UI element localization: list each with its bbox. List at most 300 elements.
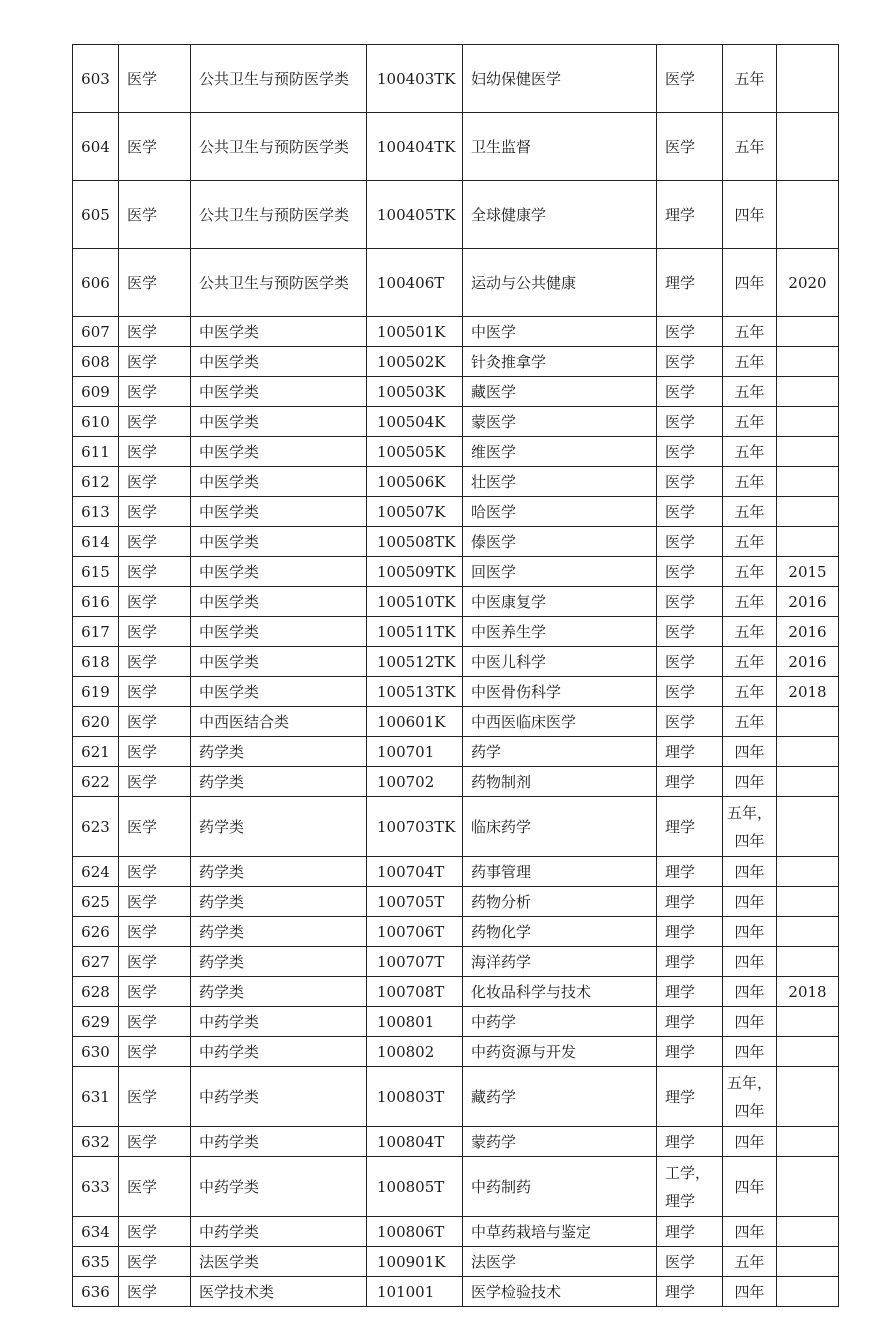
major-name-cell: 蒙药学	[463, 1127, 657, 1157]
major-code-cell: 100503K	[367, 377, 463, 407]
discipline-category-cell: 医学	[119, 857, 191, 887]
major-name-cell: 卫生监督	[463, 113, 657, 181]
added-year-cell	[777, 437, 839, 467]
added-year-cell	[777, 1067, 839, 1127]
major-code-cell: 100512TK	[367, 647, 463, 677]
row-number-cell: 629	[73, 1007, 119, 1037]
major-name-cell: 中药资源与开发	[463, 1037, 657, 1067]
study-years-cell: 五年	[723, 347, 777, 377]
major-code-cell: 100701	[367, 737, 463, 767]
row-number-cell: 620	[73, 707, 119, 737]
major-code-cell: 100706T	[367, 917, 463, 947]
added-year-cell: 2018	[777, 677, 839, 707]
row-number-cell: 610	[73, 407, 119, 437]
added-year-cell	[777, 45, 839, 113]
study-years-cell: 五年	[723, 647, 777, 677]
degree-type-cell: 医学	[657, 557, 723, 587]
degree-type-cell: 工学，理学	[657, 1157, 723, 1217]
discipline-category-cell: 医学	[119, 797, 191, 857]
added-year-cell	[777, 1247, 839, 1277]
added-year-cell	[777, 707, 839, 737]
discipline-category-cell: 医学	[119, 437, 191, 467]
row-number-cell: 619	[73, 677, 119, 707]
row-number-cell: 628	[73, 977, 119, 1007]
added-year-cell: 2020	[777, 249, 839, 317]
major-class-cell: 中医学类	[191, 317, 367, 347]
major-class-cell: 中医学类	[191, 617, 367, 647]
discipline-category-cell: 医学	[119, 617, 191, 647]
row-number-cell: 613	[73, 497, 119, 527]
major-name-cell: 运动与公共健康	[463, 249, 657, 317]
table-row	[73, 1127, 839, 1157]
major-name-cell: 中草药栽培与鉴定	[463, 1217, 657, 1247]
major-name-cell: 藏药学	[463, 1067, 657, 1127]
table-row	[73, 181, 839, 249]
degree-type-cell: 医学	[657, 497, 723, 527]
row-number-cell: 627	[73, 947, 119, 977]
major-code-cell: 100801	[367, 1007, 463, 1037]
major-name-cell: 化妆品科学与技术	[463, 977, 657, 1007]
table-row	[73, 1247, 839, 1277]
discipline-category-cell: 医学	[119, 947, 191, 977]
major-class-cell: 中医学类	[191, 587, 367, 617]
major-class-cell: 中药学类	[191, 1037, 367, 1067]
major-code-cell: 100508TK	[367, 527, 463, 557]
row-number-cell: 635	[73, 1247, 119, 1277]
row-number-cell: 608	[73, 347, 119, 377]
major-code-cell: 100707T	[367, 947, 463, 977]
major-class-cell: 药学类	[191, 737, 367, 767]
majors-table	[72, 44, 839, 1307]
major-code-cell: 100805T	[367, 1157, 463, 1217]
degree-type-cell: 医学	[657, 467, 723, 497]
major-name-cell: 壮医学	[463, 467, 657, 497]
table-row	[73, 977, 839, 1007]
table-row	[73, 557, 839, 587]
added-year-cell	[777, 377, 839, 407]
table-row	[73, 249, 839, 317]
degree-type-cell: 理学	[657, 1067, 723, 1127]
added-year-cell	[777, 887, 839, 917]
added-year-cell	[777, 1217, 839, 1247]
table-row	[73, 797, 839, 857]
degree-type-cell: 理学	[657, 181, 723, 249]
discipline-category-cell: 医学	[119, 347, 191, 377]
table-row	[73, 467, 839, 497]
study-years-cell: 五年，四年	[723, 1067, 777, 1127]
major-class-cell: 药学类	[191, 917, 367, 947]
degree-type-cell: 理学	[657, 767, 723, 797]
major-code-cell: 100705T	[367, 887, 463, 917]
study-years-cell: 五年	[723, 527, 777, 557]
discipline-category-cell: 医学	[119, 1067, 191, 1127]
major-class-cell: 药学类	[191, 767, 367, 797]
study-years-cell: 五年	[723, 587, 777, 617]
discipline-category-cell: 医学	[119, 737, 191, 767]
row-number-cell: 622	[73, 767, 119, 797]
table-row	[73, 767, 839, 797]
major-name-cell: 药物化学	[463, 917, 657, 947]
study-years-cell: 四年	[723, 887, 777, 917]
row-number-cell: 626	[73, 917, 119, 947]
major-class-cell: 中医学类	[191, 407, 367, 437]
major-class-cell: 公共卫生与预防医学类	[191, 249, 367, 317]
study-years-cell: 五年	[723, 113, 777, 181]
major-name-cell: 临床药学	[463, 797, 657, 857]
major-class-cell: 中药学类	[191, 1217, 367, 1247]
row-number-cell: 609	[73, 377, 119, 407]
major-class-cell: 中药学类	[191, 1067, 367, 1127]
row-number-cell: 607	[73, 317, 119, 347]
discipline-category-cell: 医学	[119, 677, 191, 707]
row-number-cell: 621	[73, 737, 119, 767]
major-class-cell: 医学技术类	[191, 1277, 367, 1307]
major-name-cell: 妇幼保健医学	[463, 45, 657, 113]
discipline-category-cell: 医学	[119, 767, 191, 797]
major-class-cell: 药学类	[191, 977, 367, 1007]
discipline-category-cell: 医学	[119, 407, 191, 437]
row-number-cell: 624	[73, 857, 119, 887]
study-years-cell: 四年	[723, 1157, 777, 1217]
degree-type-cell: 医学	[657, 617, 723, 647]
added-year-cell	[777, 1277, 839, 1307]
discipline-category-cell: 医学	[119, 557, 191, 587]
study-years-cell: 五年	[723, 497, 777, 527]
degree-type-cell: 医学	[657, 407, 723, 437]
discipline-category-cell: 医学	[119, 647, 191, 677]
degree-type-cell: 理学	[657, 857, 723, 887]
degree-type-cell: 医学	[657, 707, 723, 737]
major-class-cell: 中医学类	[191, 527, 367, 557]
discipline-category-cell: 医学	[119, 887, 191, 917]
degree-type-cell: 理学	[657, 1037, 723, 1067]
study-years-cell: 五年	[723, 437, 777, 467]
major-name-cell: 中医骨伤科学	[463, 677, 657, 707]
row-number-cell: 636	[73, 1277, 119, 1307]
major-name-cell: 中医学	[463, 317, 657, 347]
study-years-cell: 四年	[723, 857, 777, 887]
degree-type-cell: 理学	[657, 1277, 723, 1307]
added-year-cell: 2016	[777, 587, 839, 617]
degree-type-cell: 理学	[657, 977, 723, 1007]
study-years-cell: 五年	[723, 677, 777, 707]
major-code-cell: 100803T	[367, 1067, 463, 1127]
discipline-category-cell: 医学	[119, 497, 191, 527]
table-row	[73, 1157, 839, 1217]
row-number-cell: 625	[73, 887, 119, 917]
major-class-cell: 中药学类	[191, 1157, 367, 1217]
degree-type-cell: 医学	[657, 317, 723, 347]
discipline-category-cell: 医学	[119, 1247, 191, 1277]
major-class-cell: 中医学类	[191, 377, 367, 407]
added-year-cell	[777, 347, 839, 377]
major-code-cell: 100510TK	[367, 587, 463, 617]
study-years-cell: 五年，四年	[723, 797, 777, 857]
row-number-cell: 630	[73, 1037, 119, 1067]
row-number-cell: 615	[73, 557, 119, 587]
discipline-category-cell: 医学	[119, 1217, 191, 1247]
study-years-cell: 四年	[723, 1037, 777, 1067]
study-years-cell: 四年	[723, 947, 777, 977]
table-row	[73, 527, 839, 557]
major-class-cell: 中药学类	[191, 1007, 367, 1037]
study-years-cell: 五年	[723, 317, 777, 347]
major-code-cell: 100404TK	[367, 113, 463, 181]
added-year-cell	[777, 317, 839, 347]
degree-type-cell: 理学	[657, 887, 723, 917]
table-row	[73, 45, 839, 113]
row-number-cell: 605	[73, 181, 119, 249]
discipline-category-cell: 医学	[119, 1037, 191, 1067]
table-row	[73, 857, 839, 887]
major-code-cell: 100513TK	[367, 677, 463, 707]
major-name-cell: 藏医学	[463, 377, 657, 407]
study-years-cell: 四年	[723, 1217, 777, 1247]
row-number-cell: 603	[73, 45, 119, 113]
major-name-cell: 医学检验技术	[463, 1277, 657, 1307]
major-name-cell: 中药学	[463, 1007, 657, 1037]
major-class-cell: 药学类	[191, 797, 367, 857]
study-years-cell: 五年	[723, 45, 777, 113]
added-year-cell: 2016	[777, 647, 839, 677]
major-name-cell: 海洋药学	[463, 947, 657, 977]
table-row	[73, 917, 839, 947]
discipline-category-cell: 医学	[119, 181, 191, 249]
table-row	[73, 617, 839, 647]
major-name-cell: 法医学	[463, 1247, 657, 1277]
major-class-cell: 中医学类	[191, 437, 367, 467]
study-years-cell: 四年	[723, 1277, 777, 1307]
table-row	[73, 1217, 839, 1247]
added-year-cell: 2018	[777, 977, 839, 1007]
majors-table-body	[73, 45, 839, 1307]
row-number-cell: 632	[73, 1127, 119, 1157]
major-name-cell: 中医儿科学	[463, 647, 657, 677]
discipline-category-cell: 医学	[119, 317, 191, 347]
table-row	[73, 1037, 839, 1067]
added-year-cell	[777, 407, 839, 437]
table-row	[73, 497, 839, 527]
degree-type-cell: 医学	[657, 347, 723, 377]
degree-type-cell: 理学	[657, 249, 723, 317]
study-years-cell: 四年	[723, 181, 777, 249]
degree-type-cell: 医学	[657, 677, 723, 707]
table-row	[73, 707, 839, 737]
major-code-cell: 100509TK	[367, 557, 463, 587]
discipline-category-cell: 医学	[119, 1127, 191, 1157]
row-number-cell: 614	[73, 527, 119, 557]
major-code-cell: 100708T	[367, 977, 463, 1007]
major-code-cell: 100703TK	[367, 797, 463, 857]
major-name-cell: 药事管理	[463, 857, 657, 887]
major-code-cell: 100806T	[367, 1217, 463, 1247]
major-code-cell: 101001	[367, 1277, 463, 1307]
study-years-cell: 四年	[723, 737, 777, 767]
discipline-category-cell: 医学	[119, 527, 191, 557]
added-year-cell	[777, 917, 839, 947]
major-class-cell: 中医学类	[191, 467, 367, 497]
degree-type-cell: 医学	[657, 113, 723, 181]
major-class-cell: 中医学类	[191, 497, 367, 527]
row-number-cell: 604	[73, 113, 119, 181]
added-year-cell	[777, 947, 839, 977]
major-class-cell: 药学类	[191, 887, 367, 917]
degree-type-cell: 医学	[657, 647, 723, 677]
table-row	[73, 1067, 839, 1127]
major-code-cell: 100406T	[367, 249, 463, 317]
study-years-cell: 四年	[723, 249, 777, 317]
added-year-cell	[777, 181, 839, 249]
study-years-cell: 五年	[723, 407, 777, 437]
major-code-cell: 100802	[367, 1037, 463, 1067]
major-class-cell: 药学类	[191, 947, 367, 977]
major-code-cell: 100506K	[367, 467, 463, 497]
row-number-cell: 606	[73, 249, 119, 317]
added-year-cell: 2015	[777, 557, 839, 587]
major-class-cell: 公共卫生与预防医学类	[191, 113, 367, 181]
row-number-cell: 618	[73, 647, 119, 677]
added-year-cell	[777, 527, 839, 557]
study-years-cell: 四年	[723, 1127, 777, 1157]
study-years-cell: 五年	[723, 467, 777, 497]
major-code-cell: 100704T	[367, 857, 463, 887]
study-years-cell: 四年	[723, 917, 777, 947]
study-years-cell: 四年	[723, 767, 777, 797]
major-code-cell: 100505K	[367, 437, 463, 467]
major-class-cell: 法医学类	[191, 1247, 367, 1277]
major-name-cell: 针灸推拿学	[463, 347, 657, 377]
table-row	[73, 677, 839, 707]
major-class-cell: 药学类	[191, 857, 367, 887]
row-number-cell: 616	[73, 587, 119, 617]
major-name-cell: 维医学	[463, 437, 657, 467]
major-name-cell: 全球健康学	[463, 181, 657, 249]
major-name-cell: 傣医学	[463, 527, 657, 557]
degree-type-cell: 医学	[657, 527, 723, 557]
table-row	[73, 947, 839, 977]
added-year-cell	[777, 1157, 839, 1217]
major-code-cell: 100804T	[367, 1127, 463, 1157]
added-year-cell	[777, 767, 839, 797]
added-year-cell	[777, 797, 839, 857]
major-name-cell: 蒙医学	[463, 407, 657, 437]
degree-type-cell: 医学	[657, 437, 723, 467]
table-row	[73, 113, 839, 181]
major-code-cell: 100504K	[367, 407, 463, 437]
major-name-cell: 药物分析	[463, 887, 657, 917]
table-row	[73, 1277, 839, 1307]
study-years-cell: 四年	[723, 1007, 777, 1037]
major-name-cell: 中西医临床医学	[463, 707, 657, 737]
major-code-cell: 100507K	[367, 497, 463, 527]
table-row	[73, 407, 839, 437]
row-number-cell: 611	[73, 437, 119, 467]
degree-type-cell: 医学	[657, 377, 723, 407]
major-class-cell: 中药学类	[191, 1127, 367, 1157]
study-years-cell: 四年	[723, 977, 777, 1007]
added-year-cell	[777, 857, 839, 887]
discipline-category-cell: 医学	[119, 1007, 191, 1037]
discipline-category-cell: 医学	[119, 249, 191, 317]
degree-type-cell: 理学	[657, 917, 723, 947]
degree-type-cell: 理学	[657, 947, 723, 977]
discipline-category-cell: 医学	[119, 707, 191, 737]
major-name-cell: 药学	[463, 737, 657, 767]
major-class-cell: 中医学类	[191, 647, 367, 677]
discipline-category-cell: 医学	[119, 977, 191, 1007]
discipline-category-cell: 医学	[119, 917, 191, 947]
table-row	[73, 377, 839, 407]
discipline-category-cell: 医学	[119, 1277, 191, 1307]
row-number-cell: 617	[73, 617, 119, 647]
major-code-cell: 100501K	[367, 317, 463, 347]
table-row	[73, 317, 839, 347]
row-number-cell: 631	[73, 1067, 119, 1127]
major-code-cell: 100502K	[367, 347, 463, 377]
row-number-cell: 633	[73, 1157, 119, 1217]
major-name-cell: 中药制药	[463, 1157, 657, 1217]
degree-type-cell: 理学	[657, 797, 723, 857]
row-number-cell: 634	[73, 1217, 119, 1247]
major-name-cell: 中医康复学	[463, 587, 657, 617]
row-number-cell: 623	[73, 797, 119, 857]
major-name-cell: 中医养生学	[463, 617, 657, 647]
discipline-category-cell: 医学	[119, 467, 191, 497]
table-row	[73, 587, 839, 617]
added-year-cell	[777, 1007, 839, 1037]
table-row	[73, 1007, 839, 1037]
major-code-cell: 100601K	[367, 707, 463, 737]
study-years-cell: 五年	[723, 707, 777, 737]
row-number-cell: 612	[73, 467, 119, 497]
study-years-cell: 五年	[723, 557, 777, 587]
table-row	[73, 887, 839, 917]
added-year-cell	[777, 113, 839, 181]
added-year-cell	[777, 1127, 839, 1157]
major-class-cell: 中医学类	[191, 677, 367, 707]
degree-type-cell: 理学	[657, 1007, 723, 1037]
discipline-category-cell: 医学	[119, 45, 191, 113]
added-year-cell	[777, 737, 839, 767]
added-year-cell	[777, 1037, 839, 1067]
major-class-cell: 公共卫生与预防医学类	[191, 181, 367, 249]
table-row	[73, 347, 839, 377]
discipline-category-cell: 医学	[119, 113, 191, 181]
major-code-cell: 100511TK	[367, 617, 463, 647]
study-years-cell: 五年	[723, 377, 777, 407]
major-class-cell: 中医学类	[191, 557, 367, 587]
table-row	[73, 737, 839, 767]
major-name-cell: 药物制剂	[463, 767, 657, 797]
major-code-cell: 100901K	[367, 1247, 463, 1277]
study-years-cell: 五年	[723, 1247, 777, 1277]
discipline-category-cell: 医学	[119, 377, 191, 407]
table-row	[73, 437, 839, 467]
discipline-category-cell: 医学	[119, 587, 191, 617]
added-year-cell	[777, 467, 839, 497]
major-code-cell: 100403TK	[367, 45, 463, 113]
major-code-cell: 100702	[367, 767, 463, 797]
degree-type-cell: 理学	[657, 1217, 723, 1247]
study-years-cell: 五年	[723, 617, 777, 647]
table-row	[73, 647, 839, 677]
discipline-category-cell: 医学	[119, 1157, 191, 1217]
degree-type-cell: 理学	[657, 1127, 723, 1157]
major-name-cell: 回医学	[463, 557, 657, 587]
major-class-cell: 公共卫生与预防医学类	[191, 45, 367, 113]
major-name-cell: 哈医学	[463, 497, 657, 527]
added-year-cell: 2016	[777, 617, 839, 647]
